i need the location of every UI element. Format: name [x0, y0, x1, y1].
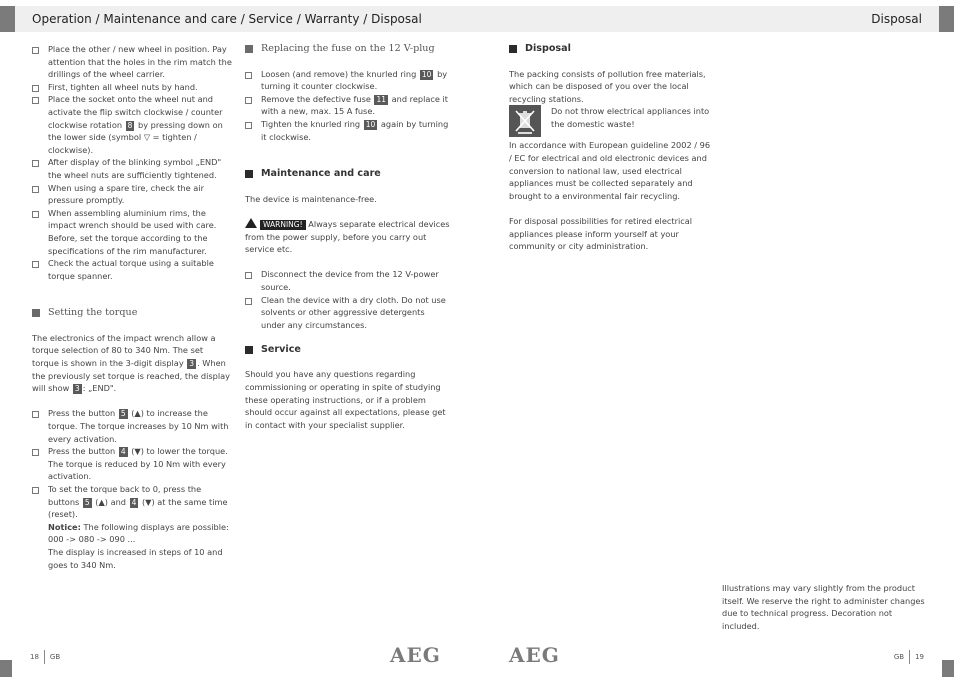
ref-number: 3: [74, 384, 80, 394]
step-text: Loosen (and remove) the knurled ring: [261, 68, 417, 79]
step-text: Press the button: [48, 446, 116, 457]
list-item: [245, 93, 450, 118]
section-heading-maintenance: Maintenance and care: [245, 168, 450, 180]
step-text: Place the other / new wheel in position. Pay attention that the holes in the rim match the drillings of the wheel carrier.: [48, 44, 232, 80]
ref-number: 8: [127, 120, 133, 130]
footnote: Illustrations may vary slightly from the product itself. We reserve the right to administer changes due to technical progress. Decoration not included.: [722, 583, 925, 631]
page-number-left: [30, 650, 60, 664]
notice-text: The display is increased in steps of 10 and goes to 340 Nm.: [48, 546, 223, 570]
column-middle: [245, 43, 450, 431]
notice: [48, 521, 232, 546]
list-item: [32, 182, 232, 207]
brand-logo-left: AEG: [390, 643, 441, 667]
torque-intro: The electronics of the impact wrench allow a torque selection of 80 to 340 Nm. The set torque is shown in the 3-digit display 3 . When the previously set torque is reached, the display will show 3 : „END".: [32, 332, 230, 394]
paragraph-text: The electronics of the impact wrench allow a torque selection of 80 to 340 Nm. The set torque is shown in the 3-digit display: [32, 332, 216, 369]
step-text: Remove the defective fuse: [261, 93, 371, 104]
step-text: Place the socket onto the wheel nut and activate the flip switch clockwise / counter clockwise rotation: [48, 94, 223, 130]
list-item: [32, 407, 232, 445]
list-item: [245, 294, 450, 332]
notice-label: Notice:: [48, 521, 81, 532]
step-text: (▲) to increase the torque. The torque increases by 10 Nm with every activation.: [48, 408, 229, 444]
service-text: Should you have any questions regarding commissioning or operating in spite of studying these operating instructions, or if a problem should occur against all expectations, please get in contact with your specialist supplier.: [245, 369, 446, 430]
list-item: [32, 483, 232, 571]
section-heading-torque: Setting the torque: [32, 307, 232, 319]
retired-text: For disposal possibilities for retired electrical appliances please inform yourself at your community or city administration.: [509, 215, 693, 252]
list-item: [245, 68, 450, 93]
language-code: GB: [49, 653, 61, 661]
list-item: [32, 445, 232, 483]
ref-number: 3: [189, 359, 195, 369]
column-right: [509, 43, 714, 253]
page-title: Operation / Maintenance and care / Service / Warranty / Disposal: [32, 12, 422, 26]
paragraph-text: : „END".: [82, 383, 117, 394]
step-text: by pressing down on the lower side (symbol ▽ = tighten / clockwise).: [48, 119, 223, 155]
footer-left-tab: [0, 660, 12, 677]
header-bar: [15, 6, 939, 32]
step-text: When assembling aluminium rims, the impact wrench should be used with care. Before, set the torque according to the specifications of the rim manufacturer.: [48, 207, 217, 256]
ref-number: 4: [120, 447, 126, 457]
bin-notice: [509, 105, 714, 139]
page-number: 19: [915, 653, 924, 661]
column-left: [32, 43, 232, 571]
ref-number: 5: [84, 497, 90, 507]
warning-block: [245, 218, 450, 256]
list-item: [245, 118, 450, 143]
header-right-tab: [939, 6, 954, 32]
section-heading-disposal: Disposal: [509, 43, 714, 55]
list-item: [32, 156, 232, 181]
paragraph-text: When the previously set torque is reached, the display will show: [32, 358, 230, 394]
list-item: [32, 257, 232, 282]
brand-logo-right: AEG: [509, 643, 560, 667]
list-item: [32, 81, 232, 94]
section-heading-service: Service: [245, 344, 450, 356]
bin-text: Do not throw electrical appliances into the domestic waste!: [551, 106, 710, 129]
step-text: To set the torque back to 0, press the buttons: [48, 484, 202, 507]
list-item: [32, 43, 232, 81]
page-number-right: [894, 650, 924, 664]
step-text: Clean the device with a dry cloth. Do not use solvents or other aggressive detergents under any circumstances.: [261, 294, 446, 330]
step-text: When using a spare tire, check the air pressure promptly.: [48, 182, 204, 206]
step-text: and replace it with a new, max. 15 A fuse.: [261, 93, 448, 117]
list-item: [32, 93, 232, 156]
ref-number: 10: [421, 69, 432, 79]
step-text: First, tighten all wheel nuts by hand.: [48, 81, 198, 92]
step-text: (▼) to lower the torque. The torque is reduced by 10 Nm with every activation.: [48, 446, 228, 482]
maintenance-text: The device is maintenance-free.: [245, 193, 377, 204]
warning-text: Always separate electrical devices from the power supply, before you carry out service etc.: [245, 218, 450, 255]
step-text: by turning it counter clockwise.: [261, 68, 448, 92]
notice-text: The following displays are possible: 000 -> 080 -> 090 ...: [48, 521, 229, 545]
step-text: Press the button: [48, 408, 116, 419]
ref-number: 11: [376, 94, 387, 104]
step-text: Check the actual torque using a suitable torque spanner.: [48, 258, 214, 281]
footer-right-tab: [942, 660, 954, 677]
list-item: [32, 207, 232, 257]
ref-number: 5: [120, 409, 126, 419]
step-text: Tighten the knurled ring: [261, 118, 361, 129]
step-text: (▼) at the same time (reset).: [48, 496, 228, 520]
ref-number: 4: [131, 497, 137, 507]
step-text: (▲) and: [95, 496, 126, 507]
step-text: again by turning it clockwise.: [261, 118, 449, 142]
language-code: GB: [893, 653, 905, 661]
ref-number: 10: [365, 119, 376, 129]
step-text: Disconnect the device from the 12 V-power source.: [261, 269, 439, 292]
warning-icon: [245, 218, 257, 228]
list-item: [245, 268, 450, 293]
header-left-tab: [0, 6, 15, 32]
crossed-bin-icon: [509, 105, 541, 137]
guideline-text: In accordance with European guideline 2002 / 96 / EC for electrical and old electronic devices and conversion to national law, used electrical appliances must be collected separately and brought to a environmental fair recycling.: [509, 140, 711, 201]
step-text: After display of the blinking symbol „END" the wheel nuts are sufficiently tightened.: [48, 157, 222, 180]
page-number: 18: [30, 653, 39, 661]
section-title-right: Disposal: [871, 12, 922, 26]
packing-text: The packing consists of pollution free materials, which can be disposed of you over the local recycling stations.: [509, 68, 706, 104]
warning-label: WARNING!: [260, 220, 306, 230]
section-heading-fuse: Replacing the fuse on the 12 V-plug: [245, 43, 450, 55]
